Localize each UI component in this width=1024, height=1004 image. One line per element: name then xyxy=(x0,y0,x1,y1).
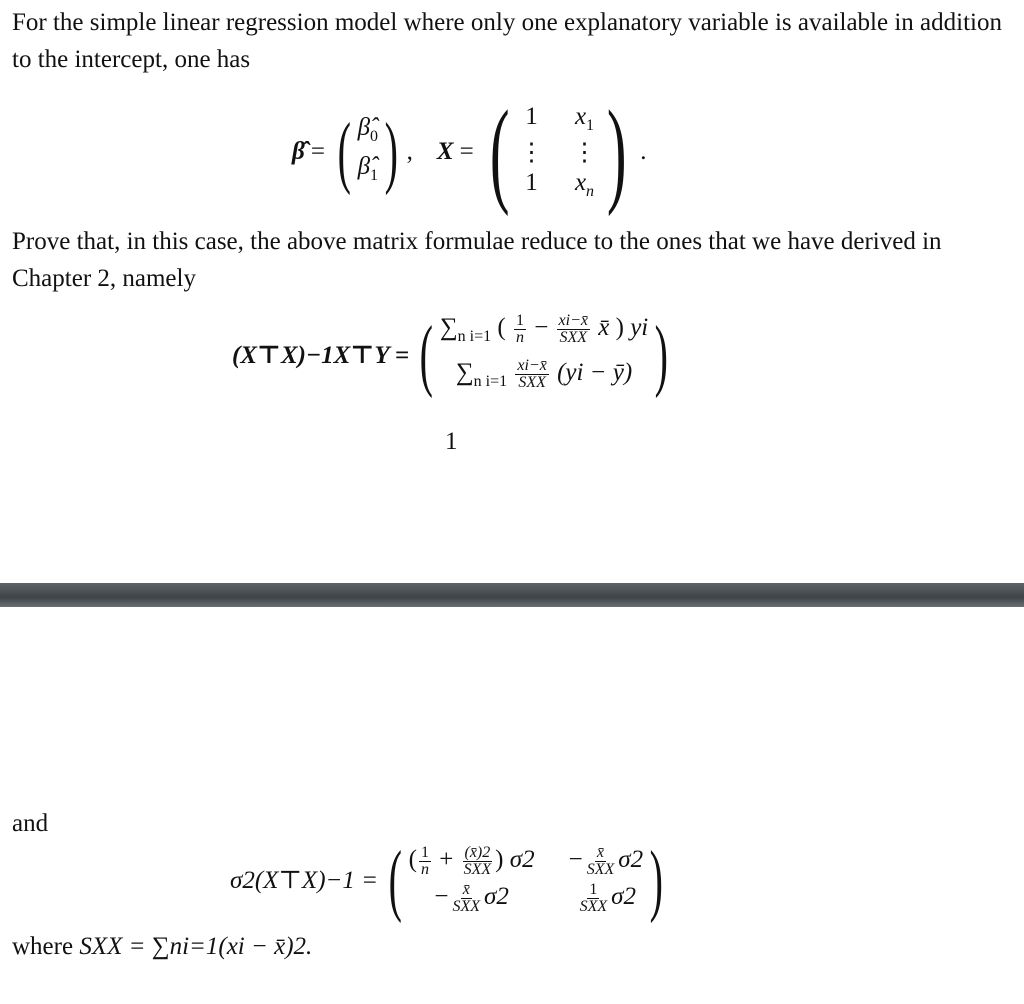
x-matrix-symbol: X xyxy=(436,138,454,165)
intro-paragraph: For the simple linear regression model where only one explanatory variable is available in addition to the intercept, one has xyxy=(12,9,1002,73)
beta1: β̂ xyxy=(357,153,371,180)
left-paren: ( xyxy=(337,108,351,196)
period: . xyxy=(640,138,647,165)
page-divider xyxy=(0,583,1024,607)
right-paren-x: ) xyxy=(606,86,627,217)
sum-limits-2: n i=1 xyxy=(473,373,508,390)
ols-vector xyxy=(440,310,648,400)
ols-row-1 xyxy=(440,310,648,355)
design-matrix xyxy=(519,103,597,201)
where-paragraph xyxy=(12,928,1002,965)
beta1-sub: 1 xyxy=(370,167,379,184)
x-r1c1: 1 xyxy=(525,103,538,130)
x-r1c2: x xyxy=(574,103,587,130)
beta-hat-symbol: β̂ xyxy=(292,138,305,165)
cov-matrix xyxy=(409,845,643,915)
frac-dev-over-sxx-r1: $\frac{xi-x̄}{\text{SXX}}$ xyxy=(558,311,588,346)
equation-beta-x xyxy=(292,86,647,217)
cov-r2c1: − $\frac{x̄}{\text{SXX}}$ σ2 xyxy=(434,881,509,915)
x-r3c2-sub: n xyxy=(586,183,595,200)
frac-dev-over-sxx-r2: $\frac{xi-x̄}{\text{SXX}}$ xyxy=(517,356,547,391)
frac-1-over-n: $\frac{1}{n}$ xyxy=(515,311,524,346)
and-paragraph: and xyxy=(12,810,49,837)
cov-r2c2: $\frac{1}{\text{SXX}}$ σ2 xyxy=(579,881,637,915)
comma: , xyxy=(406,138,413,165)
sxx-definition: SXX = ∑ni=1(xi − x̄)2. xyxy=(79,933,313,960)
x-r2c1: ⋮ xyxy=(519,139,544,166)
cov-lhs: σ2(X⊤X)−1 = xyxy=(230,867,379,894)
x-r1c2-sub: 1 xyxy=(586,117,595,134)
paren-close-r1: ) xyxy=(615,314,624,341)
prove-paragraph: Prove that, in this case, the above matrix formulae reduce to the ones that we have derived in Chapter 2, namely xyxy=(12,228,942,292)
beta0-sub: 0 xyxy=(370,128,379,145)
eq-sign-2: = xyxy=(459,138,474,165)
ols-row-2 xyxy=(456,355,632,400)
left-paren-cov: ( xyxy=(388,836,403,924)
left-paren-ols: ( xyxy=(419,311,434,399)
cov-r1c1: ( $\frac{1}{n}$ + $\frac{(x̄)2}{\text{SXX}}$ ) σ2 xyxy=(408,844,535,878)
where-prefix: where xyxy=(12,933,80,960)
equation-ols-estimator xyxy=(232,305,675,405)
minus-r1: − xyxy=(534,314,549,341)
right-paren: ) xyxy=(384,108,398,196)
beta0: β̂ xyxy=(357,114,371,141)
left-paren-x: ( xyxy=(489,86,510,217)
right-paren-cov: ) xyxy=(649,836,664,924)
x-r3c1: 1 xyxy=(525,169,538,196)
paren-open-r1: ( xyxy=(497,314,506,341)
equation-covariance xyxy=(230,830,670,930)
sum-symbol-2: ∑ xyxy=(455,359,474,386)
sum-symbol-1: ∑ xyxy=(439,314,458,341)
beta-vector xyxy=(358,113,378,191)
right-paren-ols: ) xyxy=(654,311,669,399)
x-r2c2: ⋮ xyxy=(572,139,597,166)
eq-sign: = xyxy=(310,138,325,165)
xbar-r1: x̄ xyxy=(598,314,610,341)
y-dev-r2: (yi − ȳ) xyxy=(557,359,633,386)
ols-lhs: (X⊤X)−1X⊤Y = xyxy=(232,342,410,369)
x-r3c2: x xyxy=(574,169,587,196)
sum-limits-1: n i=1 xyxy=(457,328,492,345)
cov-r1c2: − $\frac{x̄}{\text{SXX}}$ σ2 xyxy=(568,844,644,878)
y-r1: yi xyxy=(630,314,649,341)
page-number: 1 xyxy=(445,428,458,455)
